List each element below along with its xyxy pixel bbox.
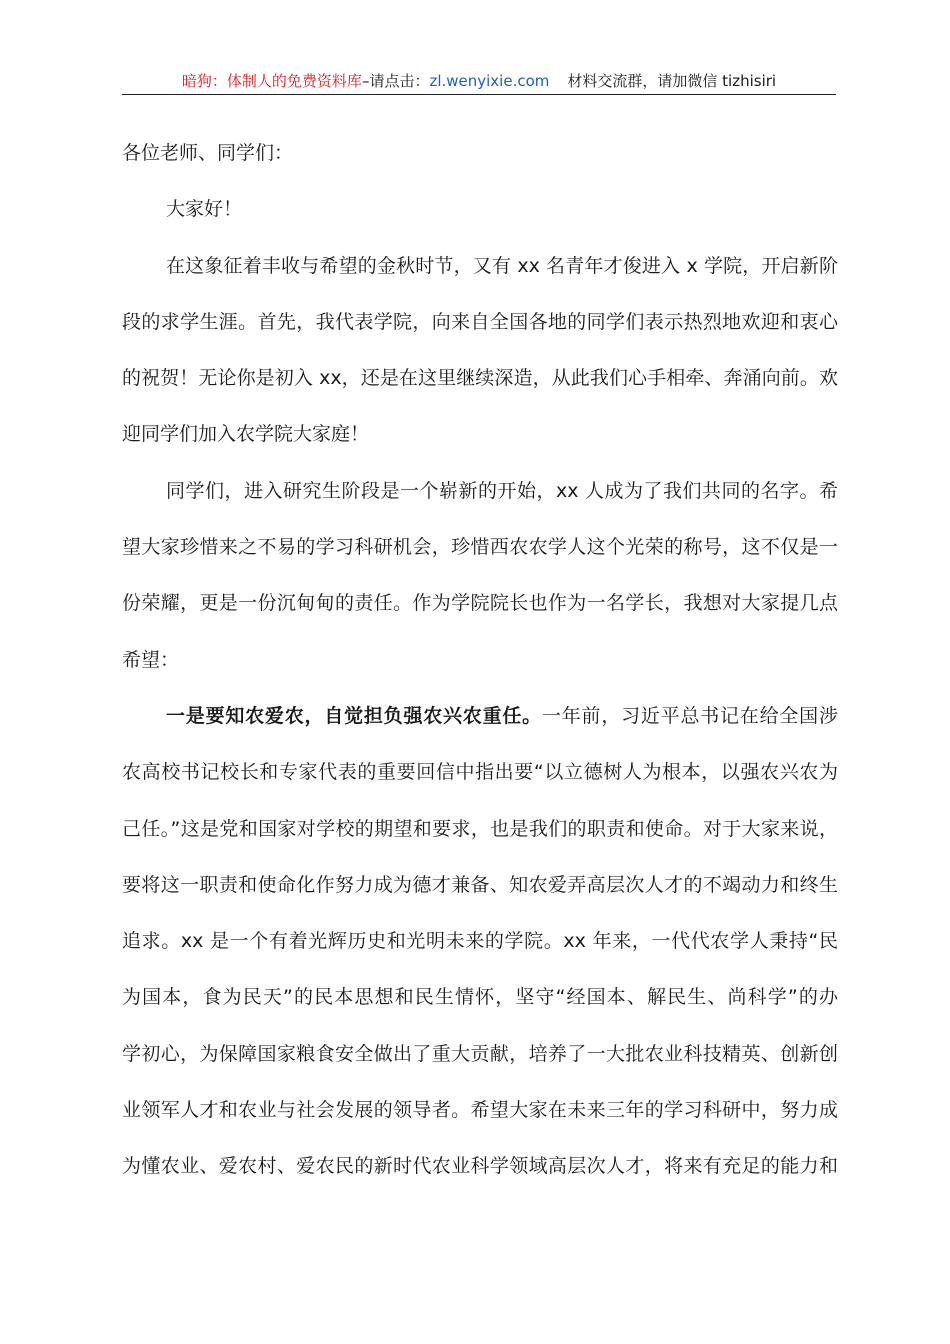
paragraph-line: 望大家珍惜来之不易的学习科研机会，珍惜西农农学人这个光荣的称号，这不仅是一 — [122, 536, 838, 559]
paragraph-line: 学初心，为保障国家粮食安全做出了重大贡献，培养了一大批农业科技精英、创新创 — [122, 1042, 838, 1065]
header-click-prompt: –请点击： — [361, 72, 430, 90]
paragraph-line: 业领军人才和农业与社会发展的领导者。希望大家在未来三年的学习科研中，努力成 — [122, 1099, 838, 1122]
paragraph-line: 己任。”这是党和国家对学校的期望和要求，也是我们的职责和使命。对于大家来说， — [122, 817, 838, 840]
paragraph-line: 的祝贺！无论你是初入 xx，还是在这里继续深造，从此我们心手相牵、奔涌向前。欢 — [122, 367, 838, 390]
paragraph-line — [122, 688, 838, 744]
greeting: 大家好！ — [166, 198, 243, 221]
paragraph-line: 要将这一职责和使命化作努力成为德才兼备、知农爱弄高层次人才的不竭动力和终生 — [122, 873, 838, 896]
paragraph-line: 希望： — [122, 648, 180, 671]
salutation: 各位老师、同学们： — [122, 142, 294, 164]
paragraph-line: 同学们，进入研究生阶段是一个崭新的开始，xx 人成为了我们共同的名字。希 — [166, 479, 838, 502]
paragraph-line: 农高校书记校长和专家代表的重要回信中指出要“以立德树人为根本，以强农兴农为 — [122, 761, 838, 784]
paragraph-line: 追求。xx 是一个有着光辉历史和光明未来的学院。xx 年来，一代代农学人秉持“民 — [122, 930, 838, 953]
header-link[interactable]: zl.wenyixie.com — [429, 72, 550, 90]
paragraph-line: 份荣耀，更是一份沉甸甸的责任。作为学院院长也作为一名学长，我想对大家提几点 — [122, 592, 838, 615]
header-site-name: 暗狗：体制人的免费资料库 — [181, 72, 362, 90]
page-header — [122, 68, 836, 95]
paragraph-line: 在这象征着丰收与希望的金秋时节，又有 xx 名青年才俊进入 x 学院，开启新阶 — [166, 254, 838, 277]
document-body — [122, 125, 838, 1195]
paragraph-line: 为国本，食为民天”的民本思想和民生情怀，坚守“经国本、解民生、尚科学”的办 — [122, 986, 838, 1009]
paragraph-text: 一年前，习近平总书记在给全国涉 — [541, 704, 838, 727]
paragraph-line: 为懂农业、爱农村、爱农民的新时代农业科学领域高层次人才，将来有充足的能力和 — [122, 1155, 838, 1178]
paragraph-line: 迎同学们加入农学院大家庭！ — [122, 423, 370, 446]
paragraph-line: 段的求学生涯。首先，我代表学院，向来自全国各地的同学们表示热烈地欢迎和衷心 — [122, 310, 838, 333]
header-wechat-note: 材料交流群，请加微信 tizhisiri — [567, 72, 777, 90]
section-heading: 一是要知农爱农，自觉担负强农兴农重任。 — [166, 704, 542, 727]
